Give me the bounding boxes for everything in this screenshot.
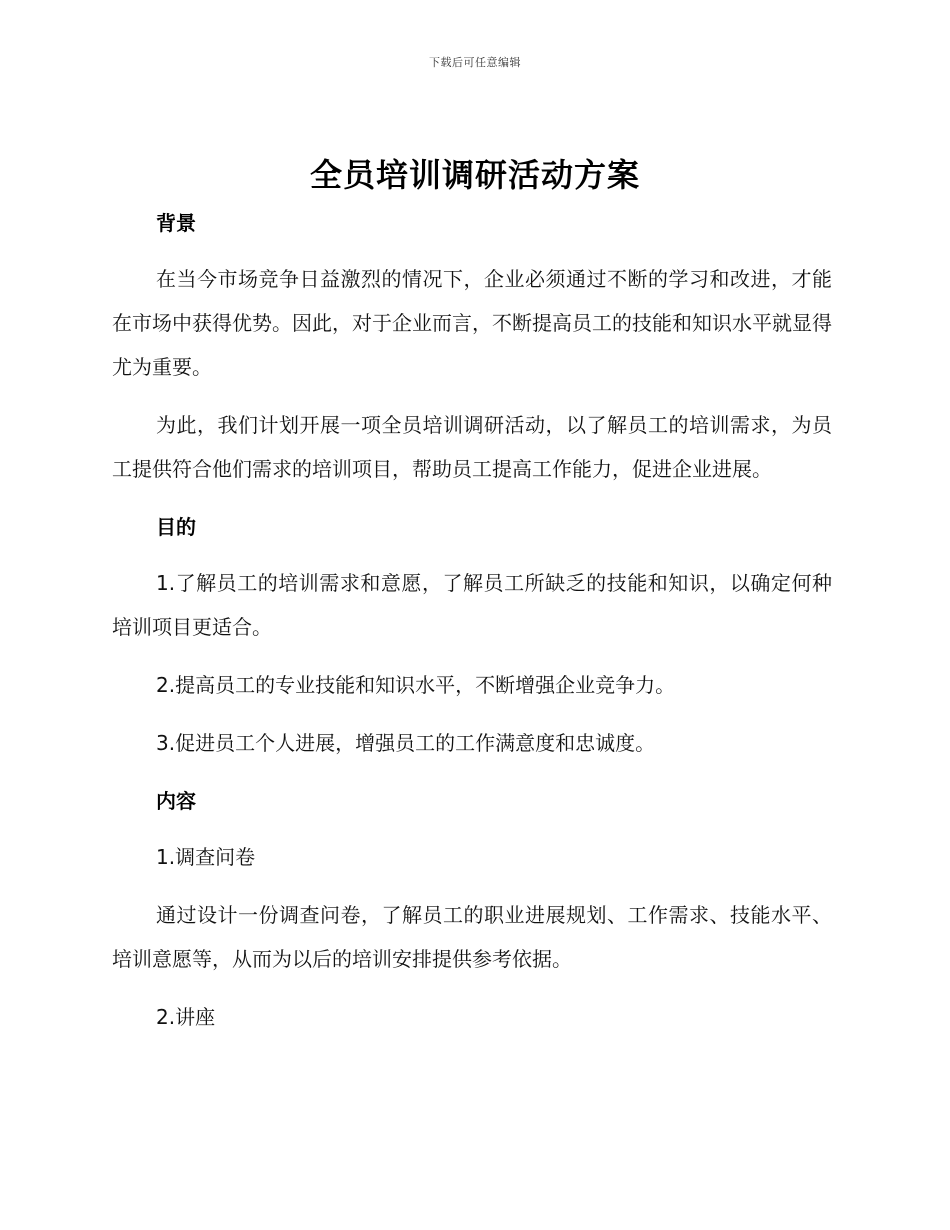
document-body <box>112 203 832 1039</box>
purpose-item-3: 3.促进员工个人进展，增强员工的工作满意度和忠诚度。 <box>156 731 656 755</box>
background-paragraph-2: 为此，我们计划开展一项全员培训调研活动，以了解员工的培训需求，为员工提供符合他们需求的培训项目，帮助员工提高工作能力，促进企业进展。 <box>112 413 832 481</box>
section-heading-purpose: 目的 <box>156 515 196 539</box>
content-item-1-title: 1.调查问卷 <box>156 845 256 869</box>
content-item-2-title: 2.讲座 <box>156 1005 216 1029</box>
purpose-item-1: 1.了解员工的培训需求和意愿，了解员工所缺乏的技能和知识，以确定何种培训项目更适合。 <box>112 571 832 639</box>
purpose-item-2: 2.提高员工的专业技能和知识水平，不断增强企业竞争力。 <box>156 673 676 697</box>
background-paragraph-1: 在当今市场竞争日益激烈的情况下，企业必须通过不断的学习和改进，才能在市场中获得优势。因此，对于企业而言，不断提高员工的技能和知识水平就显得尤为重要。 <box>112 267 832 379</box>
document-title: 全员培训调研活动方案 <box>309 156 640 194</box>
header-note: 下载后可任意编辑 <box>429 56 521 69</box>
section-heading-background: 背景 <box>156 211 196 235</box>
content-item-1-body: 通过设计一份调查问卷，了解员工的职业进展规划、工作需求、技能水平、培训意愿等，从而为以后的培训安排提供参考依据。 <box>112 903 832 971</box>
section-heading-content: 内容 <box>156 789 196 813</box>
